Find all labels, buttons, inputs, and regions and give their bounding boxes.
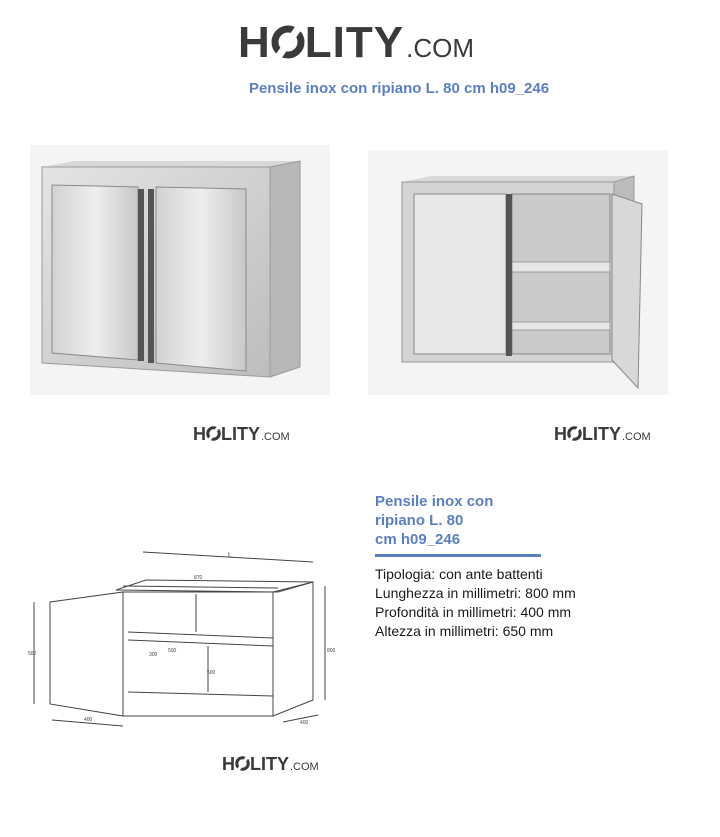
watermark-text: LITY bbox=[221, 424, 260, 444]
watermark-text: LITY bbox=[582, 424, 621, 444]
watermark-o-icon bbox=[235, 754, 250, 775]
holity-watermark-2 bbox=[554, 424, 651, 445]
cabinet-open-image bbox=[368, 150, 668, 395]
technical-drawing bbox=[28, 540, 348, 730]
product-title-line: Pensile inox con bbox=[375, 493, 494, 510]
dim-label-upper: 300 bbox=[149, 652, 158, 658]
product-specs bbox=[375, 565, 576, 641]
spec-type: Tipologia: con ante battenti bbox=[375, 566, 543, 582]
product-title-line: ripiano L. 80 bbox=[375, 512, 464, 529]
holity-watermark-3 bbox=[222, 754, 319, 775]
watermark-o-icon bbox=[206, 424, 221, 445]
dim-label-depth: 400 bbox=[300, 720, 309, 726]
watermark-suffix: .COM bbox=[261, 431, 290, 443]
holity-watermark-1 bbox=[193, 424, 290, 445]
logo-letter-h: H bbox=[238, 18, 271, 67]
product-title-line: cm h09_246 bbox=[375, 531, 461, 548]
dim-label-length: L bbox=[228, 552, 232, 559]
watermark-letter-h: H bbox=[193, 424, 206, 444]
watermark-text: LITY bbox=[250, 754, 289, 774]
dim-label-shelf: 500 bbox=[168, 648, 177, 654]
watermark-suffix: .COM bbox=[290, 761, 319, 773]
dim-label-door-depth: 400 bbox=[84, 717, 93, 723]
dim-label-inner-width: 870 bbox=[194, 575, 203, 581]
logo-o-icon bbox=[271, 18, 305, 68]
logo-suffix: .COM bbox=[406, 33, 474, 63]
logo-text: LITY bbox=[304, 18, 405, 67]
watermark-suffix: .COM bbox=[622, 431, 651, 443]
cabinet-closed-image bbox=[30, 145, 330, 395]
title-divider bbox=[375, 554, 541, 557]
product-title bbox=[375, 492, 555, 549]
page-title: Pensile inox con ripiano L. 80 cm h09_246 bbox=[248, 80, 550, 97]
dim-label-lower: 500 bbox=[207, 670, 216, 676]
holity-logo[interactable] bbox=[238, 18, 474, 68]
watermark-letter-h: H bbox=[554, 424, 567, 444]
spec-length: Lunghezza in millimetri: 800 mm bbox=[375, 585, 576, 601]
spec-height: Altezza in millimetri: 650 mm bbox=[375, 623, 554, 639]
watermark-letter-h: H bbox=[222, 754, 235, 774]
spec-depth: Profondità in millimetri: 400 mm bbox=[375, 604, 572, 620]
dim-label-height: 500 bbox=[28, 651, 37, 657]
dim-label-total-height: 800 bbox=[327, 648, 336, 654]
watermark-o-icon bbox=[567, 424, 582, 445]
